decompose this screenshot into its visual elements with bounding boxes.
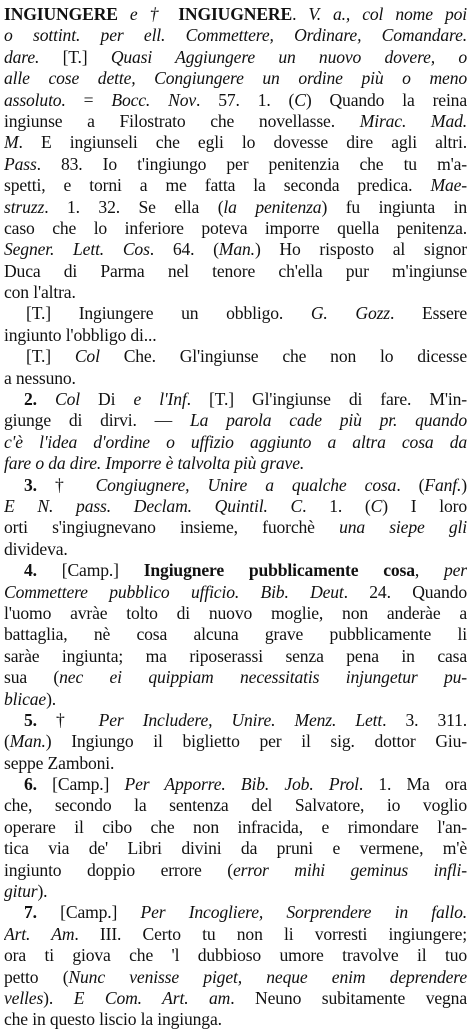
entry-line bbox=[4, 603, 467, 624]
sense-first-line bbox=[4, 303, 467, 324]
text-run: ora ti giova che 'l dubbioso umore travolve il tuo bbox=[4, 945, 467, 966]
sense-section bbox=[4, 560, 467, 710]
text-run: caso che lo inferiore poteva imporre quella penitenza. bbox=[4, 217, 467, 238]
text-run: † bbox=[54, 474, 96, 495]
sense-section bbox=[4, 710, 467, 774]
text-run: Fanf. bbox=[424, 474, 462, 495]
sense-first-line bbox=[4, 346, 467, 367]
sense-section bbox=[4, 475, 467, 561]
text-run: = bbox=[83, 89, 112, 110]
text-run: C bbox=[294, 89, 306, 110]
entry-line bbox=[4, 945, 467, 966]
entry-line bbox=[4, 517, 467, 538]
entry-line bbox=[4, 496, 467, 517]
entry-line bbox=[4, 860, 467, 881]
text-run: petto ( bbox=[4, 966, 69, 987]
text-run: una siepe gli bbox=[339, 517, 467, 538]
sense-first-line bbox=[4, 389, 467, 410]
text-run: 6. bbox=[24, 774, 53, 795]
text-run: 3. bbox=[24, 474, 55, 495]
entry-line bbox=[4, 967, 467, 988]
text-run: Man. bbox=[9, 731, 46, 752]
entry-line bbox=[4, 753, 467, 774]
entry-line bbox=[4, 47, 467, 68]
text-run: Nunc venisse piget, neque enim deprendere bbox=[68, 966, 467, 987]
entry-line bbox=[4, 132, 467, 153]
entry-line bbox=[4, 432, 467, 453]
entry-line bbox=[4, 325, 467, 346]
text-run: Congiugnere, Unire a qualche cosa bbox=[95, 474, 397, 495]
text-run: con l'altra. bbox=[4, 282, 76, 303]
text-run: ingiunse a Filostrato che novellasse. bbox=[4, 110, 360, 131]
text-run: ). bbox=[37, 881, 48, 902]
text-run: . 57. 1. ( bbox=[196, 89, 295, 110]
text-run: ) Quando la reina bbox=[305, 89, 467, 110]
entry-line bbox=[4, 68, 467, 89]
text-run: Mae- bbox=[430, 175, 467, 196]
text-run: [T.] Ingiungere un obbligo. bbox=[26, 303, 311, 324]
entry-line bbox=[4, 197, 467, 218]
text-run: Quasi Aggiungere un nuovo dovere, o bbox=[110, 46, 467, 67]
entry-line bbox=[4, 368, 467, 389]
text-run: M bbox=[4, 132, 19, 153]
text-run: G. Gozz bbox=[310, 303, 390, 324]
text-run: . [T.] Gl'ingiunse di fare. M'in- bbox=[186, 389, 467, 410]
sense-first-line bbox=[4, 475, 467, 496]
text-run: spetti, e torni a me fatta la seconda predica. bbox=[4, 175, 431, 196]
text-run: Pass bbox=[4, 153, 37, 174]
text-run: blicae bbox=[4, 688, 47, 709]
text-run: nec ei quippiam necessitatis injungetur pu- bbox=[59, 667, 467, 688]
text-run: Duca di Parma nel tenore ch'ella pur m'ingiunse bbox=[4, 260, 467, 281]
text-run: 2. bbox=[24, 389, 55, 410]
text-run: Di bbox=[98, 389, 134, 410]
sense-first-line bbox=[4, 774, 467, 795]
text-run: . 83. Io t'ingiungo per penitenzia che tu m'a- bbox=[36, 153, 467, 174]
text-run: Ingiugnere pubblicamente cosa bbox=[143, 560, 415, 581]
entry-line bbox=[4, 261, 467, 282]
text-run: ) Ho risposto al signor bbox=[254, 239, 467, 260]
text-run: E Com. Art. am bbox=[73, 987, 231, 1008]
text-run: [T.] bbox=[62, 46, 111, 67]
text-run: . 1. Ma ora bbox=[358, 774, 467, 795]
entry-line bbox=[4, 90, 467, 111]
text-run: ingiunto doppio errore ( bbox=[4, 859, 233, 880]
headword-line bbox=[4, 4, 467, 25]
text-run: INGIUNGERE bbox=[4, 4, 118, 24]
text-run: struzz bbox=[4, 196, 45, 217]
text-run: Bocc. Nov bbox=[111, 89, 197, 110]
entry-line bbox=[4, 689, 467, 710]
entry-line bbox=[4, 154, 467, 175]
text-run: assoluto. bbox=[4, 89, 84, 110]
entry-line bbox=[4, 817, 467, 838]
text-run: Segner. Lett. Cos bbox=[4, 239, 150, 260]
text-run: 5. bbox=[24, 709, 57, 730]
sense-section bbox=[4, 902, 467, 1030]
text-run: o sottint. per ell. Commettere, Ordinare, Comandare. bbox=[4, 25, 467, 46]
sense-first-line bbox=[4, 710, 467, 731]
text-run: error mihi geminus infli- bbox=[232, 859, 467, 880]
entry-line bbox=[4, 881, 467, 902]
text-run: La parola cade più pr. quando bbox=[189, 410, 467, 431]
text-run: orti s'ingiugnevano insieme, fuorchè bbox=[4, 517, 340, 538]
text-run: INGIUGNERE bbox=[178, 4, 293, 24]
text-run: fare o da dire. Imporre è talvolta più grave. bbox=[4, 453, 305, 474]
text-run: [Camp.] bbox=[60, 902, 141, 923]
text-run: a nessuno. bbox=[4, 367, 76, 388]
text-run: Col bbox=[74, 346, 124, 367]
entry-line bbox=[4, 988, 467, 1009]
entry-line bbox=[4, 795, 467, 816]
entry-line bbox=[4, 282, 467, 303]
text-run: seppe Zamboni. bbox=[4, 752, 115, 773]
text-run: gitur bbox=[4, 881, 38, 902]
text-run: . Essere bbox=[390, 303, 467, 324]
sense-section bbox=[4, 774, 467, 902]
text-run: velles bbox=[4, 987, 44, 1008]
entry-line bbox=[4, 1009, 467, 1030]
text-run: Commettere pubblico ufficio. Bib. Deut bbox=[4, 581, 344, 602]
text-run: V. a., col nome poi bbox=[308, 4, 467, 24]
text-run: [Camp.] bbox=[61, 560, 144, 581]
entry-line bbox=[4, 624, 467, 645]
text-run: ) fu ingiunta in bbox=[321, 196, 467, 217]
text-run: che in questo liscio la ingiunga. bbox=[4, 1009, 222, 1030]
entry-line bbox=[4, 582, 467, 603]
text-run: per bbox=[443, 560, 467, 581]
text-run: tica via de' Libri divini da pruni e vermene, m'è bbox=[4, 838, 467, 859]
entry-line bbox=[4, 25, 467, 46]
text-run: . 24. Quando bbox=[343, 581, 467, 602]
text-run: 4. bbox=[24, 560, 62, 581]
headword-block bbox=[4, 4, 467, 303]
entry-line bbox=[4, 410, 467, 431]
text-run: . 3. 311. bbox=[382, 709, 467, 730]
text-run: † bbox=[56, 709, 99, 730]
text-run: [Camp.] bbox=[52, 774, 125, 795]
text-run: la penitenza bbox=[223, 196, 322, 217]
sense-section bbox=[4, 389, 467, 475]
text-run: 7. bbox=[24, 902, 61, 923]
text-run: Per Apporre. Bib. Job. Prol bbox=[124, 774, 359, 795]
sense-section bbox=[4, 303, 467, 346]
text-run: e bbox=[133, 389, 160, 410]
text-run: sua ( bbox=[4, 667, 60, 688]
text-run: . ( bbox=[396, 474, 425, 495]
text-run: c'è l'idea d'ordine o uffizio aggiunto a altra cosa da bbox=[4, 431, 467, 452]
text-run: e † bbox=[117, 4, 179, 24]
text-run: Col bbox=[54, 389, 99, 410]
entry-line bbox=[4, 731, 467, 752]
text-run: ). bbox=[46, 688, 57, 709]
text-run: operare il cibo che non infracida, e rimondare l'an- bbox=[4, 816, 467, 837]
text-run: . 1. ( bbox=[302, 495, 371, 516]
sense-section bbox=[4, 346, 467, 389]
text-run: ). bbox=[43, 987, 74, 1008]
sense-first-line bbox=[4, 902, 467, 923]
text-run: ) Ingiungo il biglietto per il sig. dottor Giu- bbox=[45, 731, 467, 752]
text-run: alle cose dette, Congiungere un ordine più o meno bbox=[4, 68, 467, 89]
entry-line bbox=[4, 539, 467, 560]
text-run: saràe ingiunta; ma riposerassi senza pena in casa bbox=[4, 645, 467, 666]
text-run: . 64. ( bbox=[149, 239, 219, 260]
text-run: ) bbox=[461, 474, 467, 495]
text-run: battaglia, nè cosa alcuna grave pubblicamente li bbox=[4, 624, 467, 645]
entry-line bbox=[4, 667, 467, 688]
entry-line bbox=[4, 924, 467, 945]
text-run: ) I loro bbox=[382, 495, 467, 516]
text-run: Che. Gl'ingiunse che non lo dicesse bbox=[123, 346, 467, 367]
text-run: dare. bbox=[4, 46, 63, 67]
text-run: ( bbox=[4, 731, 10, 752]
text-run: . 1. 32. Se ella ( bbox=[44, 196, 224, 217]
entry-line bbox=[4, 175, 467, 196]
text-run: Per Includere, Unire. Menz. Lett bbox=[98, 709, 383, 730]
entry-line bbox=[4, 646, 467, 667]
sense-first-line bbox=[4, 560, 467, 581]
text-run: [T.] bbox=[26, 346, 75, 367]
text-run: E N. pass. Declam. Quintil. C bbox=[4, 495, 303, 516]
text-run: . bbox=[292, 4, 309, 24]
text-run: . III. Certo tu non li vorresti ingiungere; bbox=[74, 923, 467, 944]
text-run: giunge di dirvi. — bbox=[4, 410, 190, 431]
text-run: l'uomo avràe tolto di nuovo moglie, non anderàe a bbox=[4, 602, 467, 623]
text-run: che, secondo la sentenza del Salvatore, io voglio bbox=[4, 795, 467, 816]
text-run: ingiunto l'obbligo di... bbox=[4, 324, 157, 345]
text-run: divideva. bbox=[4, 538, 68, 559]
text-run: Man. bbox=[218, 239, 255, 260]
text-run: C bbox=[370, 495, 383, 516]
entry-line bbox=[4, 239, 467, 260]
text-run: , bbox=[414, 560, 444, 581]
entry-line bbox=[4, 218, 467, 239]
entry-line bbox=[4, 111, 467, 132]
text-run: Per Incogliere, Sorprendere in fallo. bbox=[140, 902, 467, 923]
text-run: Art. Am bbox=[4, 923, 75, 944]
text-run: . Neuno subitamente vegna bbox=[230, 987, 467, 1008]
entry-line bbox=[4, 453, 467, 474]
entry-line bbox=[4, 838, 467, 859]
text-run: l'Inf bbox=[159, 389, 187, 410]
text-run: Mirac. Mad. bbox=[359, 110, 467, 131]
text-run: . E ingiunseli che egli lo dovesse dire agli altri. bbox=[18, 132, 467, 153]
